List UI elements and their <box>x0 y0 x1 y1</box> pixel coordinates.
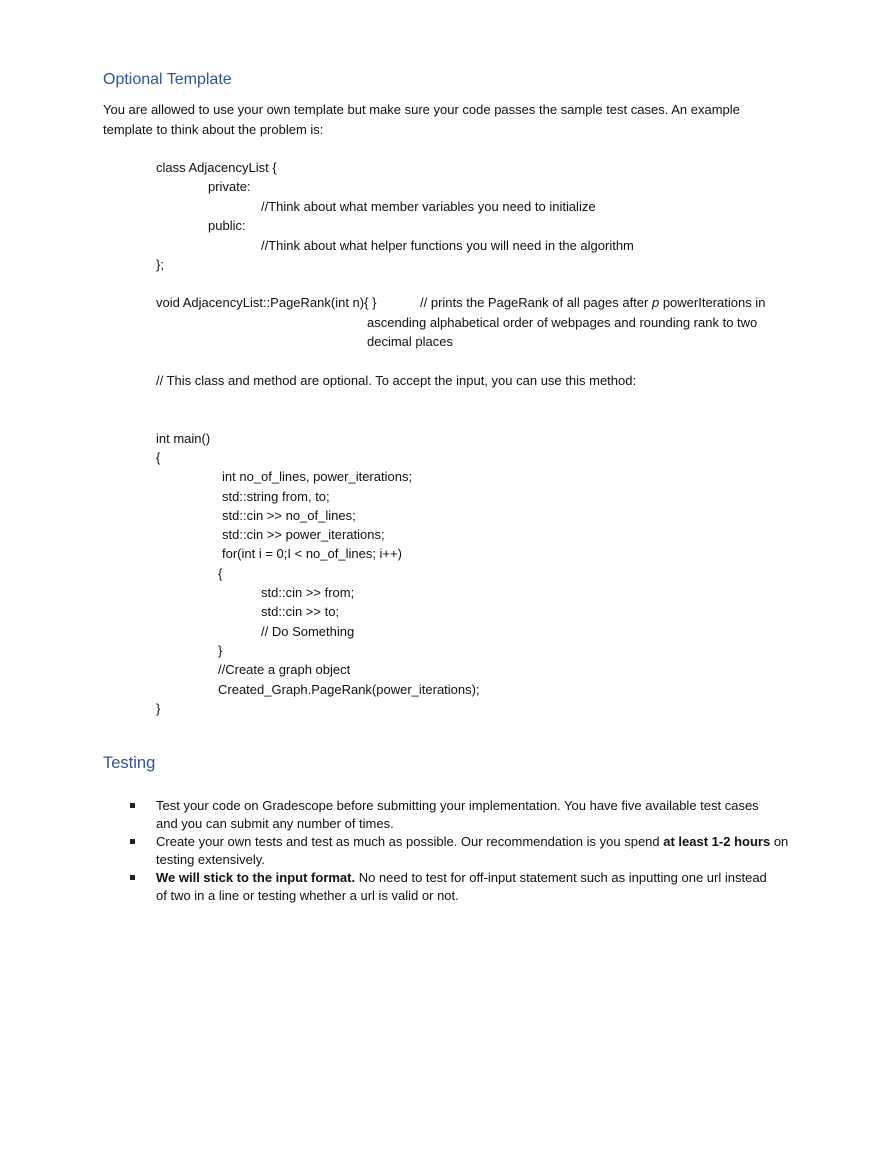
class-line-3: //Think about what member variables you need to initialize <box>261 199 596 214</box>
pagerank-comment-prefix: // prints the PageRank of all pages after <box>420 295 652 310</box>
bullet-icon <box>130 839 135 844</box>
intro-line-1: You are allowed to use your own template but make sure your code passes the sample test cases. An example <box>103 102 740 117</box>
class-line-4: public: <box>208 218 246 233</box>
testing-bullet-1-line-2: and you can submit any number of times. <box>156 816 394 831</box>
testing-bullet-2-line-1 <box>156 832 788 852</box>
main-line-8: { <box>218 566 223 581</box>
pagerank-comment-suffix: powerIterations in <box>659 295 766 310</box>
bullet-icon <box>130 803 135 808</box>
main-line-4: std::string from, to; <box>222 489 330 504</box>
main-line-12: } <box>218 643 223 658</box>
testing-heading: Testing <box>103 754 156 772</box>
class-line-2: private: <box>208 179 251 194</box>
pagerank-comment-line-3: decimal places <box>367 334 453 349</box>
pagerank-signature: void AdjacencyList::PageRank(int n){ } <box>156 295 377 310</box>
intro-line-2: template to think about the problem is: <box>103 122 324 137</box>
main-line-11: // Do Something <box>261 624 355 639</box>
testing-bullet-1-line-1: Test your code on Gradescope before submitting your implementation. You have five available test cases <box>156 798 759 813</box>
pagerank-comment-line-1 <box>420 293 765 312</box>
main-line-1: int main() <box>156 431 211 446</box>
testing-bullet-2-line-2: testing extensively. <box>156 852 265 867</box>
testing-bullet-2-prefix: Create your own tests and test as much as possible. Our recommendation is you spend <box>156 834 664 849</box>
main-line-10: std::cin >> to; <box>261 604 340 619</box>
main-line-9: std::cin >> from; <box>261 585 355 600</box>
main-line-2: { <box>156 450 161 465</box>
testing-bullet-3-line-2: of two in a line or testing whether a url is valid or not. <box>156 888 459 903</box>
main-line-14: Created_Graph.PageRank(power_iterations); <box>218 682 480 697</box>
main-line-5: std::cin >> no_of_lines; <box>222 508 356 523</box>
testing-bullet-3-rest: No need to test for off-input statement such as inputting one url instead <box>355 870 767 885</box>
pagerank-comment-line-2: ascending alphabetical order of webpages and rounding rank to two <box>367 315 758 330</box>
main-line-6: std::cin >> power_iterations; <box>222 527 385 542</box>
optional-note: // This class and method are optional. To accept the input, you can use this method: <box>156 373 637 388</box>
testing-bullet-2-suffix: on <box>770 834 789 849</box>
optional-template-heading: Optional Template <box>103 71 232 88</box>
main-line-15: } <box>156 701 161 716</box>
main-line-7: for(int i = 0;I < no_of_lines; i++) <box>222 546 402 561</box>
bullet-icon <box>130 875 135 880</box>
pagerank-comment-p: p <box>651 295 660 310</box>
class-line-6: }; <box>156 257 164 272</box>
testing-bullet-3-line-1 <box>156 868 767 888</box>
main-line-3: int no_of_lines, power_iterations; <box>222 469 413 484</box>
testing-bullet-3-bold: We will stick to the input format. <box>156 870 356 885</box>
main-line-13: //Create a graph object <box>218 662 351 677</box>
testing-bullet-2-bold: at least 1-2 hours <box>663 834 771 849</box>
class-line-5: //Think about what helper functions you will need in the algorithm <box>261 238 634 253</box>
class-line-1: class AdjacencyList { <box>156 160 277 175</box>
